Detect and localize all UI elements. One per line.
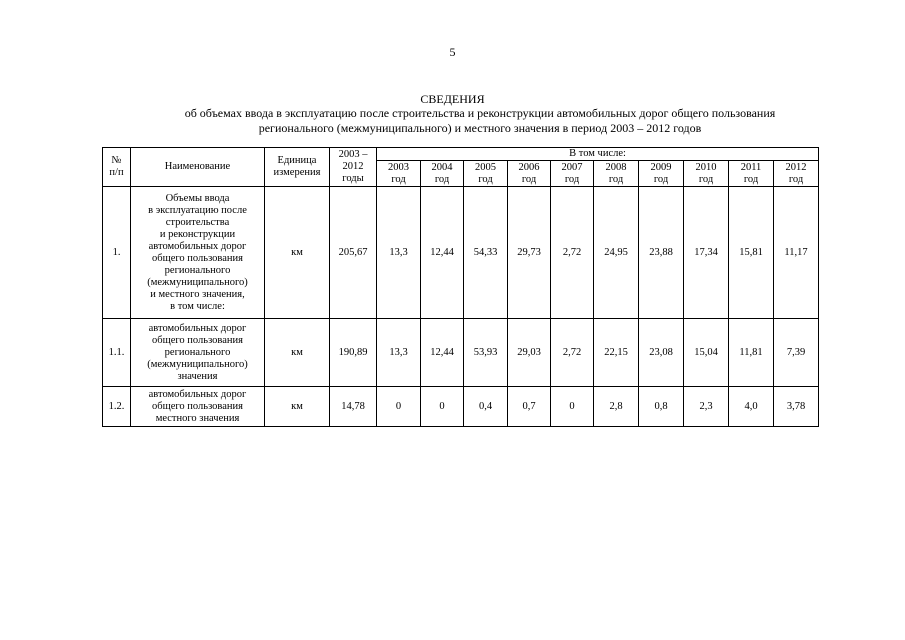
row-value: 12,44: [421, 319, 464, 387]
header-year: 2009 год: [639, 161, 684, 187]
row-value: 0,7: [508, 387, 551, 427]
row-value: 2,72: [551, 319, 594, 387]
row-name: автомобильных дорог общего пользования регионального (межмуниципального) значения: [131, 319, 265, 387]
header-including: В том числе:: [377, 148, 819, 161]
header-name: Наименование: [131, 148, 265, 187]
row-number: 1.1.: [103, 319, 131, 387]
row-unit: км: [265, 387, 330, 427]
header-year: 2008 год: [594, 161, 639, 187]
header-year: 2004 год: [421, 161, 464, 187]
row-value: 3,78: [774, 387, 819, 427]
row-value: 15,81: [729, 187, 774, 319]
row-value: 24,95: [594, 187, 639, 319]
header-year: 2010 год: [684, 161, 729, 187]
row-value: 4,0: [729, 387, 774, 427]
row-value: 54,33: [464, 187, 508, 319]
row-number: 1.: [103, 187, 131, 319]
header-total: 2003 – 2012 годы: [330, 148, 377, 187]
document-title: СВЕДЕНИЯ: [420, 92, 485, 106]
row-value: 13,3: [377, 319, 421, 387]
row-value: 29,73: [508, 187, 551, 319]
row-value: 11,81: [729, 319, 774, 387]
row-value: 0,4: [464, 387, 508, 427]
row-value: 15,04: [684, 319, 729, 387]
row-total: 14,78: [330, 387, 377, 427]
row-value: 0,8: [639, 387, 684, 427]
table-row: [103, 319, 819, 387]
row-value: 22,15: [594, 319, 639, 387]
row-value: 2,3: [684, 387, 729, 427]
row-unit: км: [265, 187, 330, 319]
row-value: 23,08: [639, 319, 684, 387]
road-commissioning-table: [102, 147, 819, 427]
row-value: 13,3: [377, 187, 421, 319]
header-year: 2012 год: [774, 161, 819, 187]
row-value: 2,72: [551, 187, 594, 319]
row-value: 2,8: [594, 387, 639, 427]
row-unit: км: [265, 319, 330, 387]
header-year: 2007 год: [551, 161, 594, 187]
document-subtitle: об объемах ввода в эксплуатацию после строительства и реконструкции автомобильных дорог общего пользования регионального (межмуниципального) и местного значения в период 2003 – 2012 годов: [184, 106, 776, 135]
row-name: автомобильных дорог общего пользования местного значения: [131, 387, 265, 427]
row-total: 205,67: [330, 187, 377, 319]
row-value: 17,34: [684, 187, 729, 319]
page-number: 5: [449, 45, 456, 59]
row-value: 0: [551, 387, 594, 427]
row-value: 0: [421, 387, 464, 427]
row-number: 1.2.: [103, 387, 131, 427]
row-value: 11,17: [774, 187, 819, 319]
row-value: 7,39: [774, 319, 819, 387]
row-total: 190,89: [330, 319, 377, 387]
header-unit: Единица измерения: [265, 148, 330, 187]
row-value: 23,88: [639, 187, 684, 319]
row-value: 0: [377, 387, 421, 427]
header-year: 2006 год: [508, 161, 551, 187]
header-num: № п/п: [103, 148, 131, 187]
header-year: 2005 год: [464, 161, 508, 187]
row-value: 29,03: [508, 319, 551, 387]
row-name: Объемы ввода в эксплуатацию после строительства и реконструкции автомобильных дорог общего пользования регионального (межмуниципального) и местного значения, в том числе:: [131, 187, 265, 319]
row-value: 12,44: [421, 187, 464, 319]
table-row: [103, 387, 819, 427]
table-row: [103, 187, 819, 319]
row-value: 53,93: [464, 319, 508, 387]
header-row-top: [103, 148, 819, 161]
header-year: 2011 год: [729, 161, 774, 187]
header-year: 2003 год: [377, 161, 421, 187]
